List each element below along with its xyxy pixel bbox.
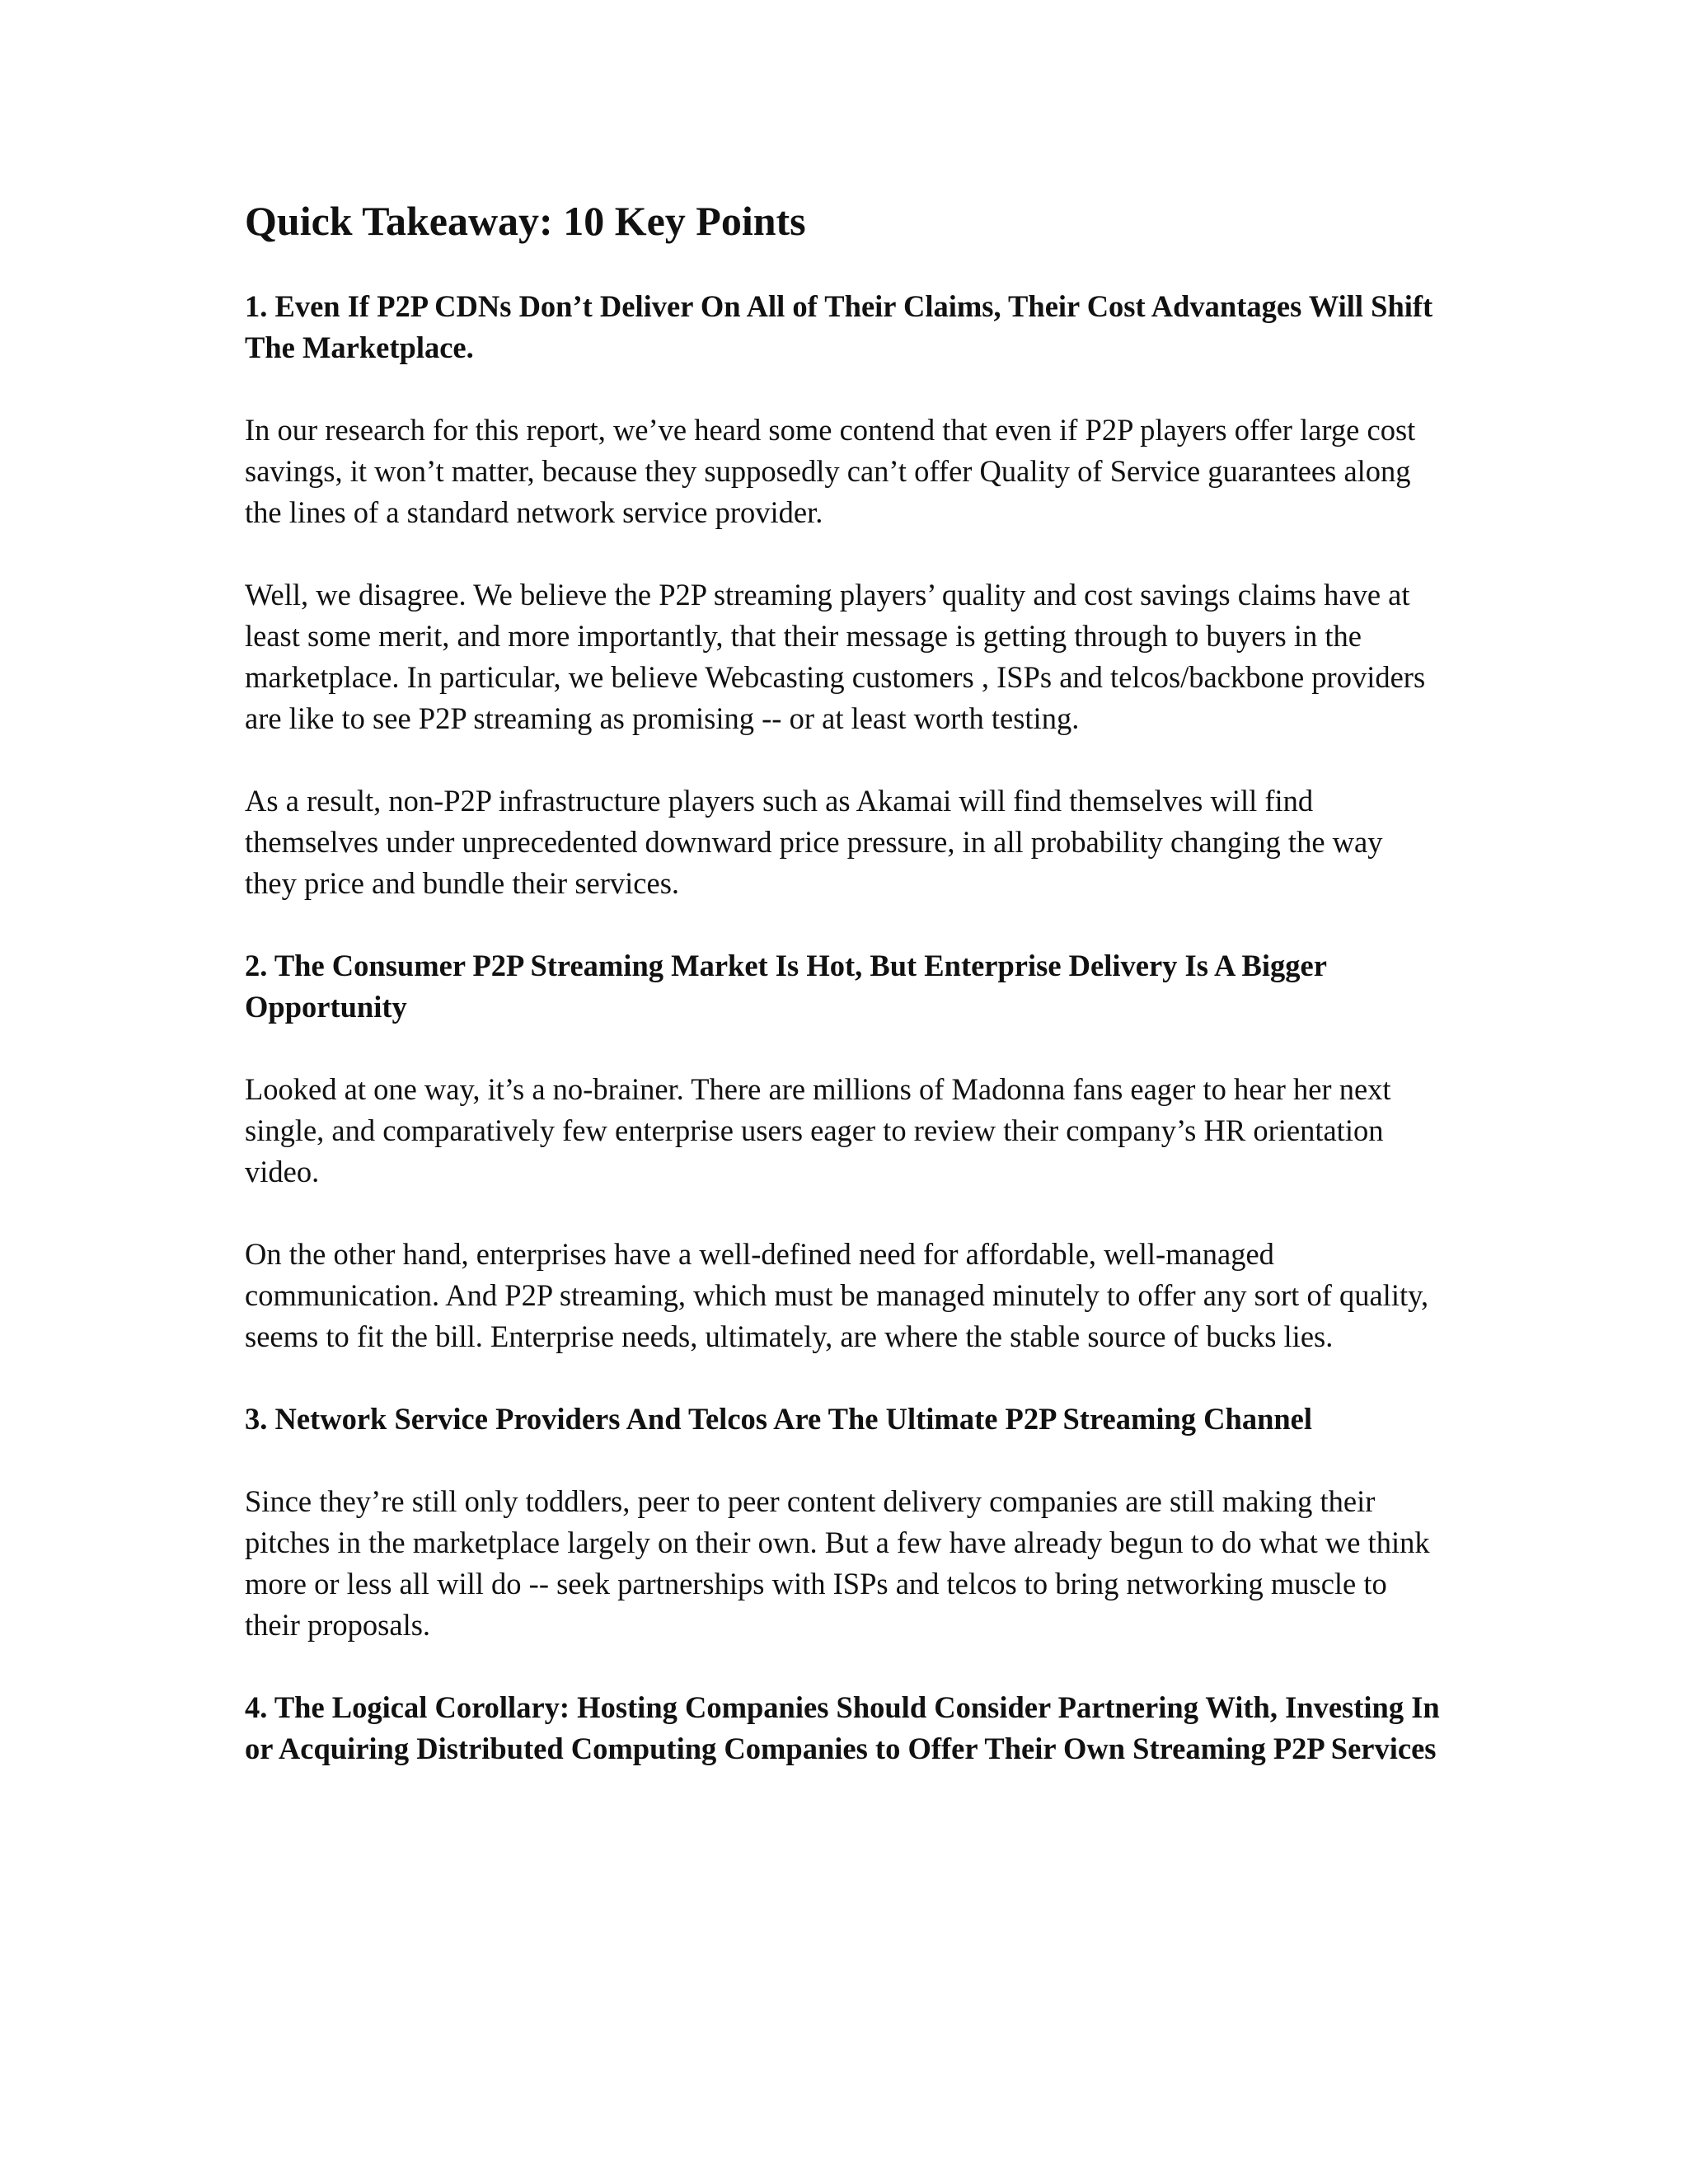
section-1 (245, 286, 1440, 904)
paragraph: Since they’re still only toddlers, peer to peer content delivery companies are still making their pitches in the marketplace largely on their own. But a few have already begun to do what we think more or less all will do -- seek partnerships with ISPs and telcos to bring networking muscle to their proposals. (245, 1484, 1430, 1642)
section-heading: 3. Network Service Providers And Telcos Are The Ultimate P2P Streaming Channel (245, 1402, 1313, 1436)
paragraph: Well, we disagree. We believe the P2P streaming players’ quality and cost savings claims have at least some merit, and more importantly, that their message is getting through to buyers in the marketplace. In particular, we believe Webcasting customers , ISPs and telcos/backbone providers are like to see P2P streaming as promising -- or at least worth testing. (245, 578, 1426, 735)
section-heading: 1. Even If P2P CDNs Don’t Deliver On All of Their Claims, Their Cost Advantages Will Shift The Marketplace. (245, 289, 1433, 364)
document-page (245, 196, 1440, 1811)
paragraph: On the other hand, enterprises have a well-defined need for affordable, well-managed communication. And P2P streaming, which must be managed minutely to offer any sort of quality, seems to fit the bill. Enterprise needs, ultimately, are where the stable source of bucks lies. (245, 1237, 1429, 1353)
section-2 (245, 945, 1440, 1357)
paragraph: Looked at one way, it’s a no-brainer. There are millions of Madonna fans eager to hear her next single, and comparatively few enterprise users eager to review their company’s HR orientation video. (245, 1072, 1391, 1188)
section-3 (245, 1399, 1440, 1646)
section-4 (245, 1687, 1440, 1769)
paragraph: As a result, non-P2P infrastructure players such as Akamai will find themselves will find themselves under unprecedented downward price pressure, in all probability changing the way they price and bundle their services. (245, 784, 1383, 900)
paragraph: In our research for this report, we’ve heard some contend that even if P2P players offer large cost savings, it won’t matter, because they supposedly can’t offer Quality of Service guarantees along the lines of a standard network service provider. (245, 413, 1416, 529)
section-heading: 2. The Consumer P2P Streaming Market Is Hot, But Enterprise Delivery Is A Bigger Opportunity (245, 949, 1327, 1024)
section-heading: 4. The Logical Corollary: Hosting Companies Should Consider Partnering With, Investing In or Acquiring Distributed Computing Companies to Offer Their Own Streaming P2P Services (245, 1690, 1440, 1765)
page-title: Quick Takeaway: 10 Key Points (245, 198, 806, 244)
